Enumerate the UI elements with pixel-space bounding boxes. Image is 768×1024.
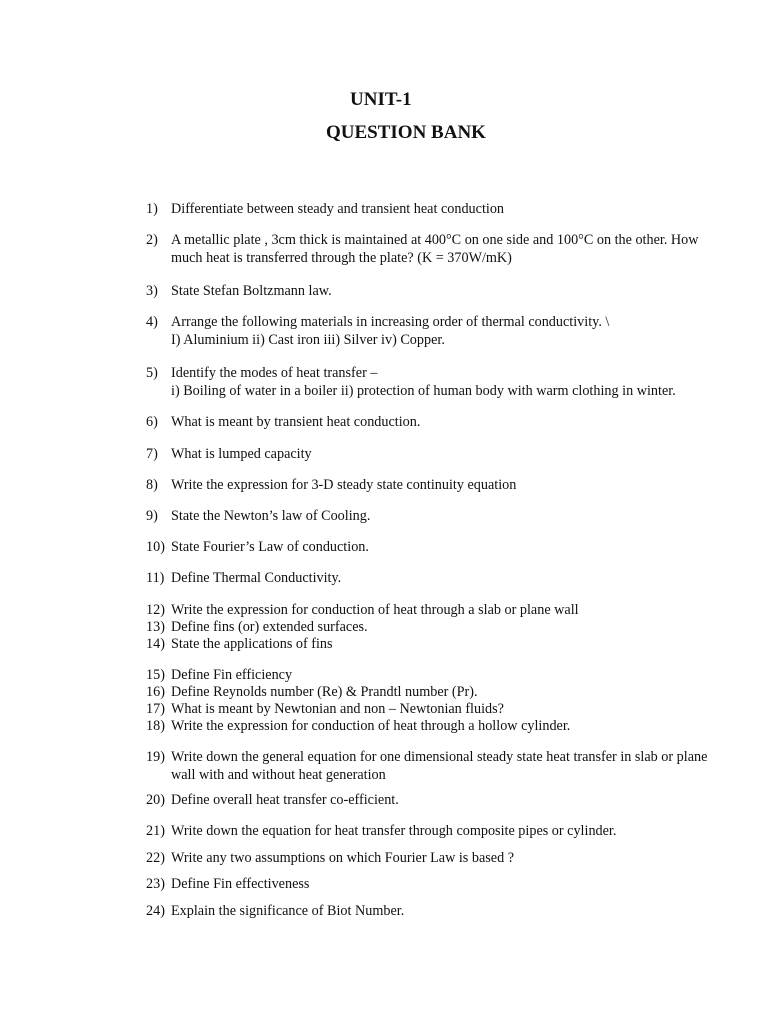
- question-item: [146, 748, 766, 784]
- question-text: State the Newton’s law of Cooling.: [171, 508, 371, 524]
- question-text: State the applications of fins: [171, 636, 333, 652]
- question-item: [146, 200, 766, 218]
- question-text: What is lumped capacity: [171, 446, 312, 462]
- question-item: [146, 569, 766, 587]
- question-text: What is meant by Newtonian and non – Newtonian fluids?: [171, 701, 504, 717]
- question-number: 3): [146, 283, 158, 299]
- question-item: [146, 791, 766, 809]
- question-item: [146, 601, 766, 619]
- question-number: 15): [146, 667, 165, 683]
- question-number: 10): [146, 539, 165, 555]
- question-text: Define Fin efficiency: [171, 667, 293, 683]
- question-text: i) Boiling of water in a boiler ii) protection of human body with warm clothing in winter.: [171, 383, 676, 399]
- question-item: [146, 507, 766, 525]
- question-number: 18): [146, 718, 165, 734]
- question-item: [146, 445, 766, 463]
- question-text: Write down the equation for heat transfer through composite pipes or cylinder.: [171, 823, 617, 839]
- question-number: 7): [146, 446, 158, 462]
- question-item: [146, 902, 766, 920]
- question-number: 17): [146, 701, 165, 717]
- question-text: Write the expression for 3-D steady state continuity equation: [171, 477, 517, 493]
- question-item: [146, 683, 766, 701]
- question-text: Define Thermal Conductivity.: [171, 570, 342, 586]
- question-item: [146, 538, 766, 556]
- question-text: Define overall heat transfer co-efficient.: [171, 792, 399, 808]
- question-number: 20): [146, 792, 165, 808]
- question-number: 24): [146, 903, 165, 919]
- question-text: Write the expression for conduction of heat through a slab or plane wall: [171, 602, 579, 618]
- question-number: 14): [146, 636, 165, 652]
- question-number: 21): [146, 823, 165, 839]
- question-number: 6): [146, 414, 158, 430]
- question-number: 23): [146, 876, 165, 892]
- question-number: 11): [146, 570, 165, 586]
- question-item: [146, 282, 766, 300]
- question-item: [146, 364, 766, 400]
- question-text: Write down the general equation for one dimensional steady state heat transfer in slab or plane: [171, 749, 708, 765]
- question-number: 1): [146, 201, 158, 217]
- question-text: Define Reynolds number (Re) & Prandtl number (Pr).: [171, 684, 478, 700]
- question-text: Arrange the following materials in increasing order of thermal conductivity. \: [171, 314, 610, 330]
- question-text: Explain the significance of Biot Number.: [171, 903, 405, 919]
- question-item: [146, 313, 766, 349]
- question-text: much heat is transferred through the plate? (K = 370W/mK): [171, 250, 512, 266]
- question-text: State Stefan Boltzmann law.: [171, 283, 332, 299]
- page-title: QUESTION BANK: [326, 122, 486, 143]
- question-number: 19): [146, 749, 165, 765]
- question-text: What is meant by transient heat conduction.: [171, 414, 421, 430]
- question-text: A metallic plate , 3cm thick is maintained at 400°C on one side and 100°C on the other. How: [171, 232, 699, 248]
- question-number: 12): [146, 602, 165, 618]
- question-item: [146, 822, 766, 840]
- question-text: wall with and without heat generation: [171, 767, 386, 783]
- question-text: State Fourier’s Law of conduction.: [171, 539, 369, 555]
- question-text: Write the expression for conduction of heat through a hollow cylinder.: [171, 718, 571, 734]
- question-number: 8): [146, 477, 158, 493]
- question-item: [146, 231, 766, 267]
- question-text: Define Fin effectiveness: [171, 876, 310, 892]
- question-number: 5): [146, 365, 158, 381]
- question-text: I) Aluminium ii) Cast iron iii) Silver iv) Copper.: [171, 332, 445, 348]
- question-number: 9): [146, 508, 158, 524]
- question-text: Define fins (or) extended surfaces.: [171, 619, 368, 635]
- question-item: [146, 618, 766, 636]
- question-item: [146, 717, 766, 735]
- question-text: Differentiate between steady and transient heat conduction: [171, 201, 505, 217]
- question-number: 13): [146, 619, 165, 635]
- question-text: Identify the modes of heat transfer –: [171, 365, 378, 381]
- question-item: [146, 635, 766, 653]
- unit-heading: UNIT-1: [350, 89, 412, 110]
- question-number: 22): [146, 850, 165, 866]
- question-item: [146, 476, 766, 494]
- question-item: [146, 666, 766, 684]
- question-text: Write any two assumptions on which Fourier Law is based ?: [171, 850, 515, 866]
- question-number: 2): [146, 232, 158, 248]
- question-item: [146, 700, 766, 718]
- question-item: [146, 413, 766, 431]
- question-item: [146, 849, 766, 867]
- question-number: 4): [146, 314, 158, 330]
- question-item: [146, 875, 766, 893]
- question-number: 16): [146, 684, 165, 700]
